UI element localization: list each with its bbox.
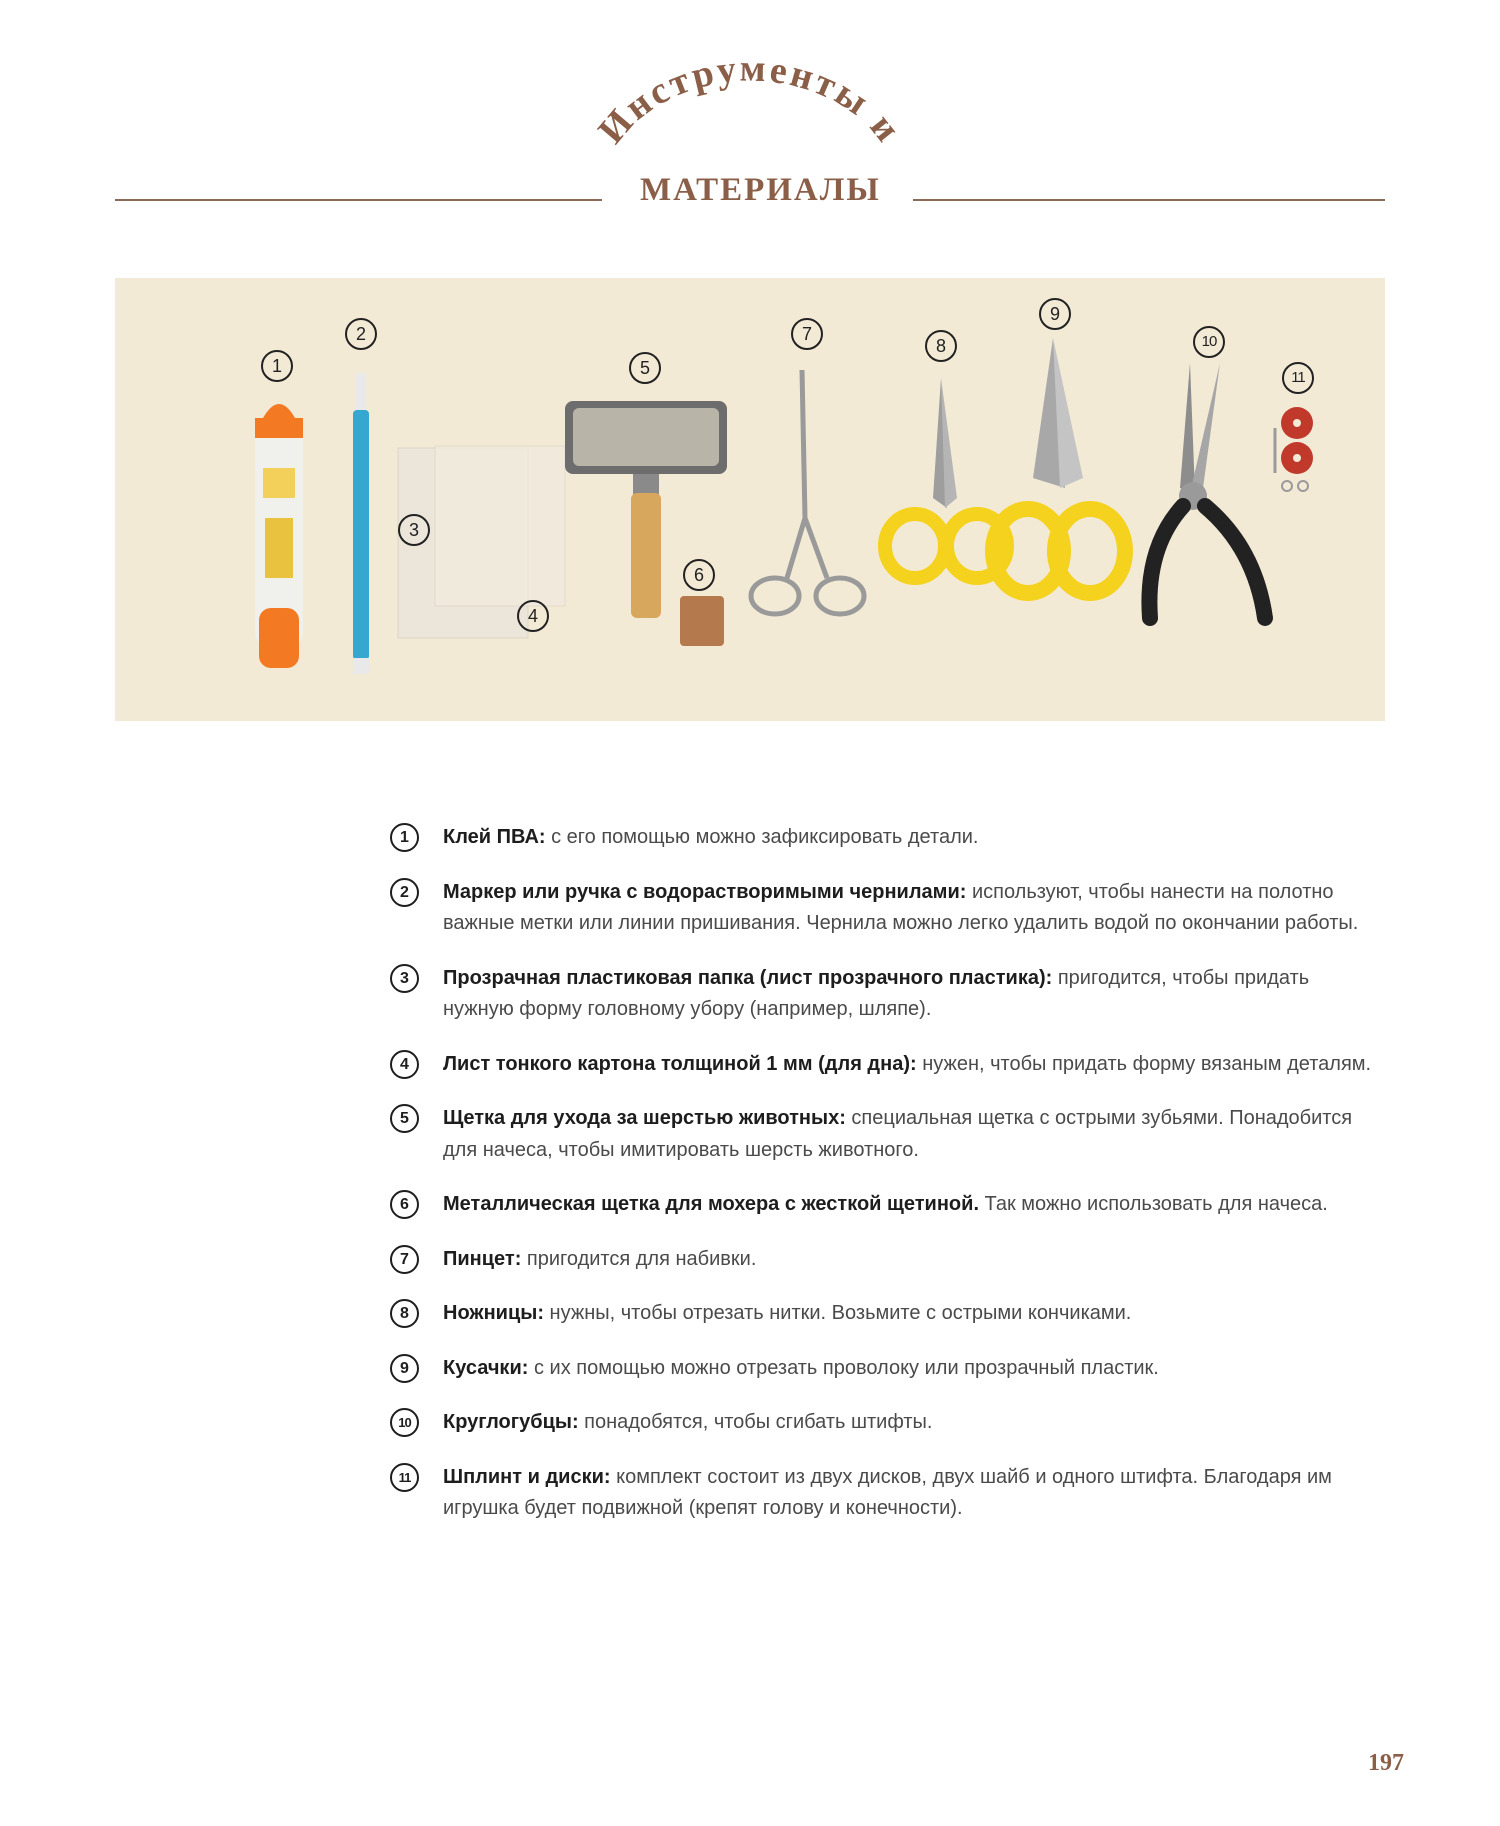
list-item bbox=[390, 877, 1385, 940]
item-term: Кусачки: bbox=[443, 1356, 529, 1379]
item-description: пригодится, чтобы придать нужную форму головному убору (например, шляпе). bbox=[443, 966, 1310, 1020]
item-term: Пинцет: bbox=[443, 1247, 522, 1270]
cardboard-sheet-image bbox=[435, 446, 565, 606]
materials-list bbox=[390, 822, 1385, 1548]
item-number-badge: 9 bbox=[390, 1354, 419, 1383]
item-number-badge: 8 bbox=[390, 1299, 419, 1328]
item-description: Так можно использовать для начеса. bbox=[979, 1193, 1328, 1215]
item-description: с его помощью можно зафиксировать детали. bbox=[545, 826, 979, 848]
header-rule-right bbox=[913, 199, 1385, 201]
list-item bbox=[390, 1103, 1385, 1166]
photo-label-4: 4 bbox=[517, 600, 549, 632]
list-item bbox=[390, 1244, 1385, 1276]
item-term: Клей ПВА: bbox=[443, 826, 546, 848]
item-term: Шплинт и диски: bbox=[443, 1465, 611, 1488]
photo-label-5: 5 bbox=[629, 352, 661, 384]
section-title: МАТЕРИАЛЫ bbox=[640, 172, 881, 208]
item-number-badge: 4 bbox=[390, 1050, 419, 1079]
item-term: Круглогубцы: bbox=[443, 1411, 579, 1433]
photo-label-2: 2 bbox=[345, 318, 377, 350]
item-number-badge: 2 bbox=[390, 878, 419, 907]
item-description: пригодится для набивки. bbox=[521, 1247, 757, 1270]
list-item bbox=[390, 963, 1385, 1026]
list-item bbox=[390, 1049, 1385, 1081]
tools-photo bbox=[115, 278, 1385, 721]
list-item bbox=[390, 1462, 1385, 1525]
item-term: Прозрачная пластиковая папка (лист прозрачного пластика): bbox=[443, 966, 1053, 989]
photo-label-11: 11 bbox=[1282, 362, 1314, 394]
item-number-badge: 7 bbox=[390, 1245, 419, 1274]
item-number-badge: 3 bbox=[390, 964, 419, 993]
item-description: с их помощью можно отрезать проволоку или прозрачный пластик. bbox=[528, 1356, 1159, 1379]
item-description: комплект состоит из двух дисков, двух шайб и одного штифта. Благодаря им игрушка будет подвижной (крепят голову и конечности). bbox=[443, 1465, 1332, 1519]
list-item bbox=[390, 1298, 1385, 1330]
item-term: Металлическая щетка для мохера с жесткой щетиной. bbox=[443, 1193, 979, 1215]
item-term: Лист тонкого картона толщиной 1 мм (для дна): bbox=[443, 1052, 917, 1075]
item-term: Маркер или ручка с водорастворимыми чернилами: bbox=[443, 880, 967, 903]
photo-label-6: 6 bbox=[683, 559, 715, 591]
item-description: понадобятся, чтобы сгибать штифты. bbox=[578, 1411, 933, 1433]
list-item bbox=[390, 1407, 1385, 1439]
item-number-badge: 1 bbox=[390, 823, 419, 852]
item-number-badge: 5 bbox=[390, 1104, 419, 1133]
marker-image bbox=[353, 373, 369, 674]
svg-text:Инструменты и bbox=[590, 47, 910, 151]
item-description: специальная щетка с острыми зубьями. Понадобится для начеса, чтобы имитировать шерсть животного. bbox=[443, 1107, 1353, 1161]
photo-label-9: 9 bbox=[1039, 298, 1071, 330]
item-term: Ножницы: bbox=[443, 1302, 544, 1324]
item-description: нужен, чтобы придать форму вязаным деталям. bbox=[916, 1052, 1372, 1075]
item-number-badge: 10 bbox=[390, 1408, 419, 1437]
photo-label-1: 1 bbox=[261, 350, 293, 382]
list-item bbox=[390, 1189, 1385, 1221]
photo-label-8: 8 bbox=[925, 330, 957, 362]
list-item bbox=[390, 822, 1385, 854]
item-term: Щетка для ухода за шерстью животных: bbox=[443, 1107, 846, 1129]
photo-label-7: 7 bbox=[791, 318, 823, 350]
section-title-arc-text: Инструменты и bbox=[590, 47, 911, 152]
item-description: нужны, чтобы отрезать нитки. Возьмите с острыми кончиками. bbox=[544, 1302, 1132, 1324]
item-description: используют, чтобы нанести на полотно важные метки или линии пришивания. Чернила можно легко удалить водой по окончании работы. bbox=[443, 880, 1359, 934]
photo-label-10: 10 bbox=[1193, 326, 1225, 358]
page-number: 197 bbox=[1368, 1750, 1404, 1776]
item-number-badge: 11 bbox=[390, 1463, 419, 1492]
photo-label-3: 3 bbox=[398, 514, 430, 546]
glue-stick-image bbox=[255, 404, 303, 668]
item-number-badge: 6 bbox=[390, 1190, 419, 1219]
list-item bbox=[390, 1353, 1385, 1385]
mohair-brush-image bbox=[680, 596, 724, 646]
header-rule-left bbox=[115, 199, 602, 201]
